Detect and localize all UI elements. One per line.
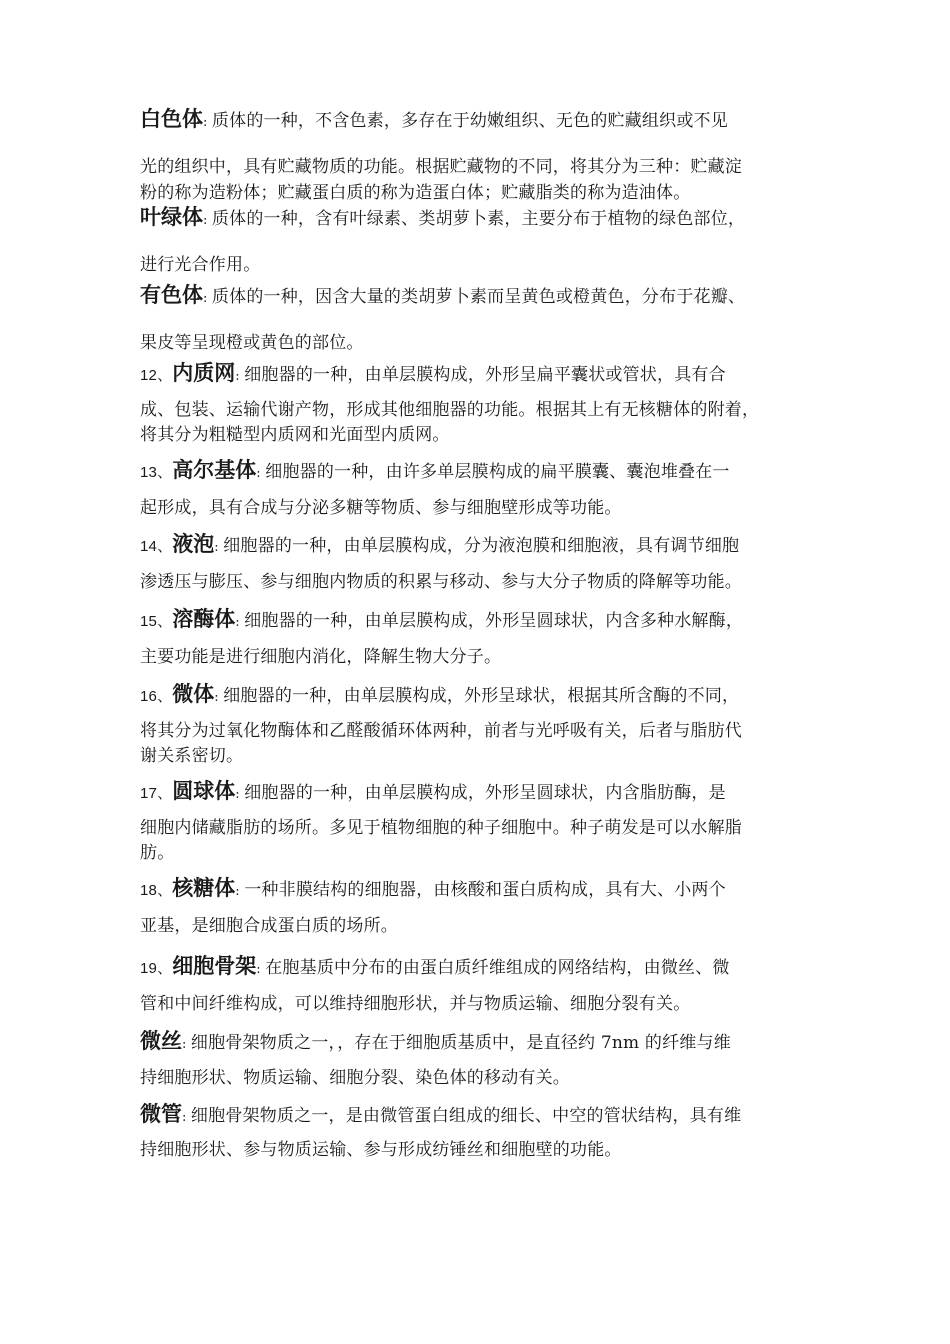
entry-continuation-line: 管和中间纤维构成，可以维持细胞形状，并与物质运输、细胞分裂有关。 [140, 994, 691, 1014]
entry-continuation-line: 起形成，具有合成与分泌多糖等物质、参与细胞壁形成等功能。 [140, 498, 622, 518]
entry-colon: : [235, 884, 245, 899]
entry-colon: : [235, 615, 245, 630]
entry-term: 液泡 [172, 532, 215, 556]
entry-number: 13、 [140, 464, 173, 481]
entry-definition-text: 在胞基质中分布的由蛋白质纤维组成的网络结构，由微丝、微 [265, 958, 730, 978]
entry-continuation-line: 亚基，是细胞合成蛋白质的场所。 [140, 916, 398, 936]
entry-first-line [140, 362, 726, 388]
entry-continuation-line: 持细胞形状、参与物质运输、参与形成纺锤丝和细胞壁的功能。 [140, 1140, 622, 1160]
entry-number: 18、 [140, 882, 173, 899]
entry-term: 微体 [172, 682, 215, 706]
entry-first-line [140, 877, 726, 903]
entry-continuation-line: 将其分为粗糙型内质网和光面型内质网。 [140, 425, 450, 445]
entry-continuation-line: 渗透压与膨压、参与细胞内物质的积累与移动、参与大分子物质的降解等功能。 [140, 572, 742, 592]
entry-term: 圆球体 [172, 779, 236, 803]
entry-term: 细胞骨架 [172, 954, 257, 978]
entry-continuation-line: 持细胞形状、物质运输、细胞分裂、染色体的移动有关。 [140, 1068, 570, 1088]
entry-term: 微丝 [140, 1029, 182, 1053]
entry-number: 19、 [140, 960, 173, 977]
entry-first-line [140, 459, 730, 485]
entry-number: 12、 [140, 367, 173, 384]
entry-colon: : [203, 291, 212, 306]
entry-continuation-line: 主要功能是进行细胞内消化，降解生物大分子。 [140, 647, 502, 667]
entry-first-line [140, 206, 745, 232]
entry-term: 核糖体 [172, 876, 236, 900]
entry-colon: : [214, 690, 224, 705]
entry-colon: : [203, 115, 212, 130]
entry-first-line [140, 533, 739, 559]
entry-continuation-line: 光的组织中，具有贮藏物质的功能。根据贮藏物的不同，将其分为三种：贮藏淀 [140, 157, 742, 177]
entry-continuation-line: 粉的称为造粉体；贮藏蛋白质的称为造蛋白体；贮藏脂类的称为造油体。 [140, 183, 691, 203]
entry-colon: : [182, 1110, 191, 1125]
entry-colon: : [256, 466, 266, 481]
entry-definition-text: 质体的一种，不含色素，多存在于幼嫩组织、无色的贮藏组织或不见 [211, 111, 728, 131]
entry-term: 高尔基体 [172, 458, 257, 482]
entry-first-line [140, 284, 745, 310]
entry-first-line [140, 1103, 741, 1129]
entry-continuation-line: 果皮等呈现橙或黄色的部位。 [140, 333, 364, 353]
entry-definition-text: 一种非膜结构的细胞器，由核酸和蛋白质构成，具有大、小两个 [244, 880, 726, 900]
entry-definition-text: 细胞器的一种，由单层膜构成，外形呈圆球状，内含多种水解酶， [244, 611, 744, 631]
entry-definition-text: 细胞器的一种，由单层膜构成，分为液泡膜和细胞液，具有调节细胞 [223, 536, 740, 556]
entry-number: 15、 [140, 613, 173, 630]
entry-definition-text: 细胞器的一种，由单层膜构成，外形呈扁平囊状或管状，具有合 [244, 365, 726, 385]
entry-continuation-line: 谢关系密切。 [140, 746, 244, 766]
entry-colon: : [214, 540, 224, 555]
entry-term: 溶酶体 [172, 607, 236, 631]
entry-first-line [140, 955, 730, 981]
entry-first-line [140, 608, 743, 634]
entry-first-line [140, 683, 739, 709]
entry-number: 14、 [140, 538, 173, 555]
entry-continuation-line: 将其分为过氧化物酶体和乙醛酸循环体两种，前者与光呼吸有关，后者与脂肪代 [140, 721, 742, 741]
entry-continuation-line: 成、包装、运输代谢产物，形成其他细胞器的功能。根据其上有无核糖体的附着， [140, 400, 760, 420]
entry-continuation-line: 进行光合作用。 [140, 255, 261, 275]
entry-term: 有色体 [140, 283, 203, 307]
entry-definition-text: 细胞骨架物质之一，是由微管蛋白组成的细长、中空的管状结构，具有维 [190, 1106, 742, 1126]
entry-definition-text: 质体的一种，因含大量的类胡萝卜素而呈黄色或橙黄色，分布于花瓣、 [211, 287, 746, 307]
entry-colon: : [203, 213, 212, 228]
entry-term: 微管 [140, 1102, 182, 1126]
entry-term: 白色体 [140, 107, 203, 131]
entry-colon: : [235, 369, 245, 384]
entry-term: 内质网 [172, 361, 236, 385]
entry-first-line [140, 108, 728, 134]
entry-continuation-line: 肪。 [140, 843, 175, 863]
entry-first-line [140, 780, 726, 806]
entry-definition-text: 细胞器的一种，由许多单层膜构成的扁平膜囊、囊泡堆叠在一 [265, 462, 730, 482]
entry-term: 叶绿体 [140, 205, 203, 229]
entry-colon: : [235, 787, 245, 802]
entry-definition-text: 细胞器的一种，由单层膜构成，外形呈球状，根据其所含酶的不同， [223, 686, 740, 706]
entry-first-line [140, 1030, 731, 1056]
entry-definition-text: 质体的一种，含有叶绿素、类胡萝卜素，主要分布于植物的绿色部位， [211, 209, 746, 229]
entry-definition-text: 细胞骨架物质之一，，存在于细胞质基质中，是直径约 7nm 的纤维与维 [190, 1033, 731, 1053]
entry-definition-text: 细胞器的一种，由单层膜构成，外形呈圆球状，内含脂肪酶，是 [244, 783, 726, 803]
entry-number: 16、 [140, 688, 173, 705]
entry-colon: : [256, 962, 266, 977]
entry-continuation-line: 细胞内储藏脂肪的场所。多见于植物细胞的种子细胞中。种子萌发是可以水解脂 [140, 818, 742, 838]
entry-colon: : [182, 1037, 191, 1052]
entry-number: 17、 [140, 785, 173, 802]
